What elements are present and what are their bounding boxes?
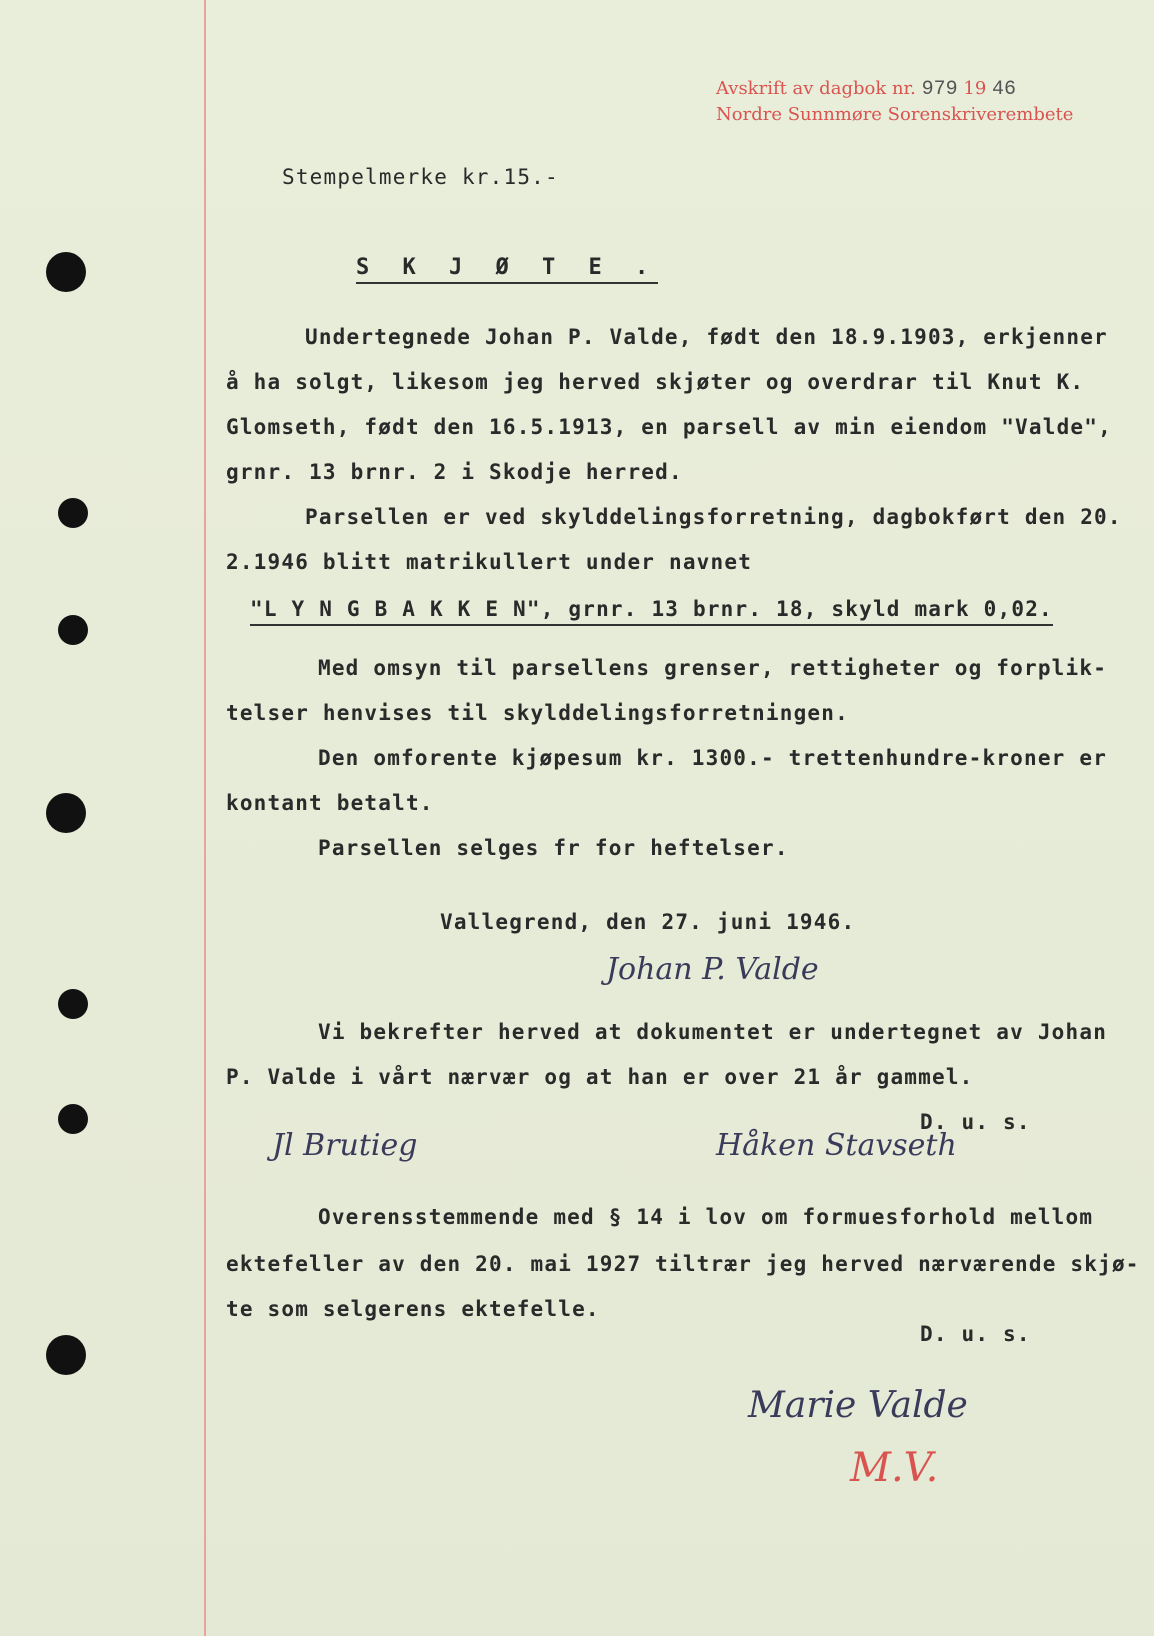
body-line: P. Valde i vårt nærvær og at han er over 21 år gammel.	[226, 1065, 974, 1089]
body-line: Glomseth, født den 16.5.1913, en parsell av min eiendom "Valde",	[226, 415, 1112, 439]
stamp-prefix: Avskrift av dagbok nr.	[716, 78, 916, 99]
witness-signature: Håken Stavseth	[716, 1128, 957, 1163]
body-line: te som selgerens ektefelle.	[226, 1297, 600, 1321]
stamp-year-suffix: 46	[992, 78, 1017, 101]
punch-hole	[46, 793, 86, 833]
margin-line	[204, 0, 206, 1636]
punch-hole	[58, 1104, 88, 1134]
punch-hole	[46, 1335, 86, 1375]
document-title: S K J Ø T E .	[356, 255, 658, 284]
registrar-initials: M.V.	[850, 1445, 939, 1491]
body-line: å ha solgt, likesom jeg herved skjøter og overdrar til Knut K.	[226, 370, 1085, 394]
punch-hole	[58, 498, 88, 528]
body-line: telser henvises til skylddelingsforretningen.	[226, 701, 849, 725]
punch-hole	[46, 252, 86, 292]
seller-signature: Johan P. Valde	[606, 952, 819, 987]
body-line: Den omforente kjøpesum kr. 1300.- trettenhundre-kroner er	[318, 746, 1108, 770]
body-line: Vi bekrefter herved at dokumentet er undertegnet av Johan	[318, 1020, 1108, 1044]
witness-signature: Jl Brutieg	[272, 1128, 418, 1163]
stamp-fee: Stempelmerke kr.15.-	[282, 165, 559, 189]
dus-mark: D. u. s.	[920, 1110, 1031, 1134]
dus-mark: D. u. s.	[920, 1322, 1031, 1346]
stamp-office: Nordre Sunnmøre Sorenskriverembete	[716, 104, 1074, 125]
body-line: grnr. 13 brnr. 2 i Skodje herred.	[226, 460, 683, 484]
stamp-year-prefix: 19	[963, 78, 987, 99]
body-line: 2.1946 blitt matrikullert under navnet	[226, 550, 753, 574]
body-line: kontant betalt.	[226, 791, 434, 815]
punch-hole	[58, 615, 88, 645]
body-line: Parsellen er ved skylddelingsforretning, dagbokført den 20.	[305, 505, 1122, 529]
body-line: Undertegnede Johan P. Valde, født den 18.9.1903, erkjenner	[305, 325, 1108, 349]
spouse-signature: Marie Valde	[748, 1385, 968, 1426]
body-line: Overensstemmende med § 14 i lov om formuesforhold mellom	[318, 1205, 1094, 1229]
body-line: Med omsyn til parsellens grenser, rettigheter og forplik-	[318, 656, 1108, 680]
property-name-line: "L Y N G B A K K E N", grnr. 13 brnr. 18, skyld mark 0,02.	[250, 597, 1053, 626]
body-line: ektefeller av den 20. mai 1927 tiltrær jeg herved nærværende skjø-	[226, 1252, 1140, 1276]
registry-stamp	[716, 78, 1016, 101]
punch-hole	[58, 989, 88, 1019]
stamp-number: 979	[921, 78, 958, 101]
place-date-line: Vallegrend, den 27. juni 1946.	[440, 910, 856, 934]
body-line: Parsellen selges fr for heftelser.	[318, 836, 789, 860]
